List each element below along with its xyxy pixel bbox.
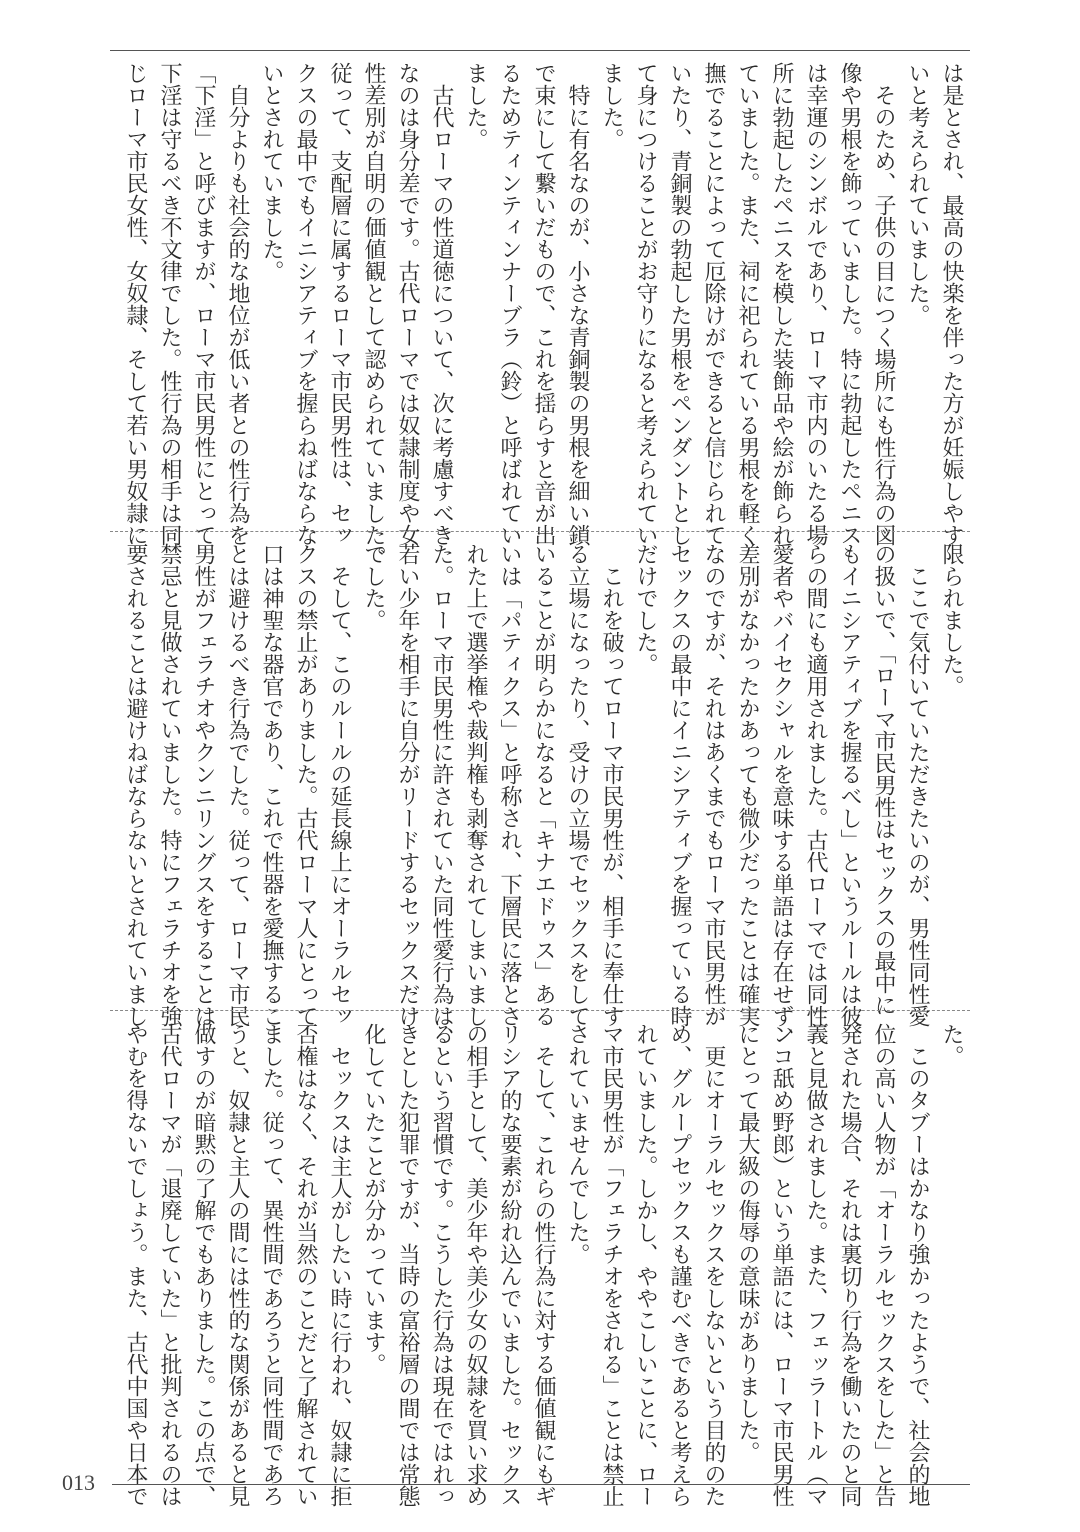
text-column: は幸運のシンボルであり、ローマ市内のいたる場 (803, 62, 828, 546)
text-column: とは避けるべき行為でした。従って、ローマ市民 (225, 543, 250, 1027)
text-column: 従って、支配層に属するローマ市民男性は、セッ (327, 62, 352, 546)
text-column: 位の高い人物が「オーラルセックスをした」と告 (871, 1023, 896, 1507)
text-column: きとした犯罪ですが、当時の富裕層の間では常態 (395, 1023, 420, 1507)
text-column: 限られました。 (939, 543, 964, 697)
text-block-top (118, 62, 968, 568)
text-column: の相手として、美少年や美少女の奴隷を買い求め (463, 1023, 488, 1507)
text-column: 下淫は守るべき不文律でした。性行為の相手は同 (157, 62, 182, 546)
text-column: 「下淫」と呼びますが、ローマ市民男性にとって (191, 62, 216, 546)
text-column: 禁忌と見做されていました。特にフェラチオを強 (157, 543, 182, 1027)
text-column: 特に有名なのが、小さな青銅製の男根を細い鎖 (565, 62, 590, 546)
text-column: なのですが、それはあくまでもローマ市民男性が (701, 543, 726, 1027)
text-column: 差別がなかったかあっても微少だったことは確実 (735, 543, 760, 1027)
text-column: いることが明らかになると「キナエドゥス」ある (531, 543, 556, 1027)
text-column: いたり、青銅製の勃起した男根をペンダントとし (667, 62, 692, 546)
text-column: 要されることは避けねばならないとされていまし (123, 543, 148, 1027)
text-column: 口は神聖な器官であり、これで性器を愛撫するこ (259, 543, 284, 1027)
bottom-rule (112, 1484, 970, 1485)
text-column: うと、奴隷と主人の間には性的な関係があると見 (225, 1023, 250, 1507)
text-column: これを破ってローマ市民男性が、相手に奉仕す (599, 543, 624, 1027)
text-column: セックスの最中にイニシアティブを握っている時 (667, 543, 692, 1027)
text-column: そのため、子供の目につく場所にも性行為の図 (871, 62, 896, 546)
text-column: マ市民男性が「フェラチオをされる」ことは禁止 (599, 1023, 624, 1507)
text-column: ました。 (463, 62, 488, 150)
text-column: いとされていました。 (259, 62, 284, 282)
text-column: リシア的な要素が紛れ込んでいました。セックス (497, 1023, 522, 1507)
text-column: ンコ舐め野郎）という単語には、ローマ市民男性 (769, 1023, 794, 1507)
text-column: ました。 (599, 62, 624, 150)
text-column: このタブーはかなり強かったようで、社会的地 (905, 1023, 930, 1507)
text-column: た。 (939, 1023, 964, 1067)
text-column: そして、これらの性行為に対する価値観にもギ (531, 1023, 556, 1507)
text-column: る立場になったり、受けの立場でセックスをして (565, 543, 590, 1027)
text-column: いは「パティクス」と呼称され、下層民に落とさ (497, 543, 522, 1027)
text-column: は是とされ、最高の快楽を伴った方が妊娠しやす (939, 62, 964, 546)
text-column: にとって最大級の侮辱の意味がありました。 (735, 1023, 760, 1463)
text-column: 義と見做されました。また、フェッラートル（マ (803, 1023, 828, 1507)
text-column: らの間にも適用されました。古代ローマでは同性 (803, 543, 828, 1027)
text-column: た。ローマ市民男性に許されていた同性愛行為は、 (429, 543, 454, 1049)
text-column: だけでした。 (633, 543, 658, 675)
text-column: クスの禁止がありました。古代ローマ人にとって (293, 543, 318, 1027)
text-column: じローマ市民女性、女奴隷、そして若い男奴隷に (123, 62, 148, 546)
block-divider (110, 531, 970, 532)
top-rule (110, 50, 970, 51)
text-column: 像や男根を飾っていました。特に勃起したペニス (837, 62, 862, 546)
text-column: 性差別が自明の価値観として認められていました。 (361, 62, 386, 568)
text-column: 若い少年を相手に自分がリードするセックスだけ (395, 543, 420, 1027)
text-column: るためティンティンナーブラ（鈴）と呼ばれてい (497, 62, 522, 546)
text-block-bottom (118, 1023, 968, 1507)
text-column: ここで気付いていただきたいのが、男性同性愛 (905, 543, 930, 1027)
text-column: 男性がフェラチオやクンニリングスをすることは (191, 543, 216, 1027)
text-column: で束にして繋いだもので、これを揺らすと音が出 (531, 62, 556, 546)
text-column: 発された場合、それは裏切り行為を働いたのと同 (837, 1023, 862, 1507)
text-column: るという習慣です。こうした行為は現在ではれっ (429, 1023, 454, 1507)
text-column: ていました。また、祠に祀られている男根を軽く (735, 62, 760, 546)
page-number: 013 (62, 1470, 95, 1495)
text-column: セックスは主人がしたい時に行われ、奴隷に拒 (327, 1023, 352, 1507)
text-column: なのは身分差です。古代ローマでは奴隷制度や女 (395, 62, 420, 546)
text-column: て身につけることがお守りになると考えられてい (633, 62, 658, 546)
text-column: れていました。しかし、ややこしいことに、ロー (633, 1023, 658, 1507)
text-column: ました。従って、異性間であろうと同性間であろ (259, 1023, 284, 1507)
text-column: の扱いで、「ローマ市民男性はセックスの最中に (871, 543, 896, 1016)
text-column: 愛者やバイセクシャルを意味する単語は存在せず、 (769, 543, 794, 1049)
text-column: 古代ローマの性道徳について、次に考慮すべき (429, 62, 454, 546)
text-column: いと考えられていました。 (905, 62, 930, 326)
text-column: でした。 (361, 543, 386, 631)
text-column: 化していたことが分かっています。 (361, 1023, 386, 1375)
text-column: 古代ローマが「退廃していた」と批判されるのは (157, 1023, 182, 1507)
text-column: 否権はなく、それが当然のことだと了解されてい (293, 1023, 318, 1507)
text-column: クスの最中でもイニシアティブを握らねばならな (293, 62, 318, 546)
block-divider (110, 1010, 970, 1011)
text-column: もイニシアティブを握るべし」というルールは彼 (837, 543, 862, 1027)
text-column: 撫でることによって厄除けができると信じられて (701, 62, 726, 546)
text-column: め、グループセックスも謹むべきであると考えら (667, 1023, 692, 1507)
text-block-middle (118, 543, 968, 1049)
text-column: れた上で選挙権や裁判権も剥奪されてしまいまし (463, 543, 488, 1027)
text-column: そして、このルールの延長線上にオーラルセッ (327, 543, 352, 1027)
text-column: やむを得ないでしょう。また、古代中国や日本で (123, 1023, 148, 1507)
text-column: 所に勃起したペニスを模した装飾品や絵が飾られ (769, 62, 794, 546)
text-column: 做すのが暗黙の了解でもありました。この点で、 (191, 1023, 216, 1507)
text-column: されていませんでした。 (565, 1023, 590, 1265)
text-column: 更にオーラルセックスをしないという目的のた (701, 1023, 726, 1507)
text-column: 自分よりも社会的な地位が低い者との性行為を (225, 62, 250, 546)
